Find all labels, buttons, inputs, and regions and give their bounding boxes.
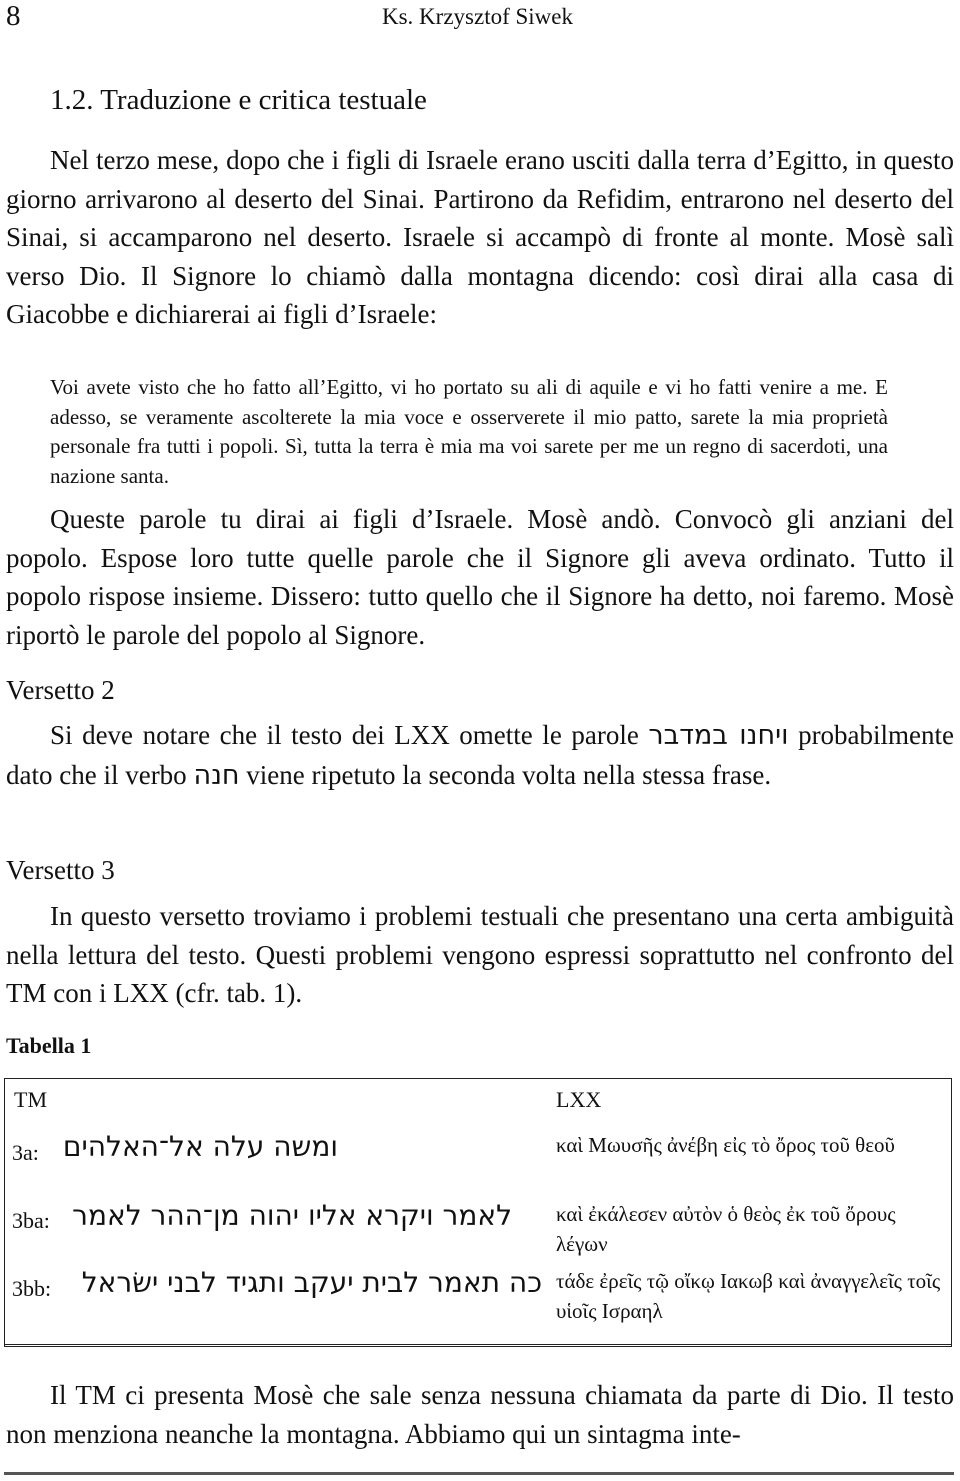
- table-bottom-rule: [4, 1344, 952, 1347]
- verse-2-text-c: viene ripetuto la seconda volta nella stessa frase.: [246, 759, 772, 790]
- hebrew-word-hanah: חנה: [193, 759, 240, 791]
- verse-3-paragraph: In questo versetto troviamo i problemi testuali che presentano una certa ambiguità nella lettura del testo. Questi problemi vengono espressi soprattutto nel confronto del TM con i LXX (cfr. tab. 1).: [6, 901, 954, 1008]
- row-label-3bb: 3bb:: [12, 1276, 52, 1301]
- page-bottom-rule: [4, 1472, 954, 1475]
- table-title: Tabella 1: [6, 1033, 92, 1058]
- row-label-3ba: 3ba:: [12, 1208, 50, 1233]
- verse-2-text-b: probabilmente dato che il verbo: [6, 720, 955, 790]
- verse-2-paragraph: [6, 716, 954, 795]
- verse-2-title: Versetto 2: [6, 675, 115, 705]
- closing-paragraph: Il TM ci presenta Mosè che sale senza nessuna chiamata da parte di Dio. Il testo non menziona neanche la montagna. Abbiamo qui un sintagma inte-: [6, 1380, 954, 1449]
- section-heading: 1.2. Traduzione e critica testuale: [50, 84, 427, 116]
- row-3bb-hebrew: כה תאמר לבית יעקב ותגיד לבני ישׂראל: [81, 1266, 542, 1299]
- page-number: 8: [6, 0, 21, 32]
- running-title: Ks. Krzysztof Siwek: [382, 4, 573, 29]
- column-header-lxx: LXX: [556, 1087, 602, 1112]
- verse-2-text-a: Si deve notare che il testo dei LXX omette le parole: [50, 720, 639, 750]
- column-header-tm: TM: [14, 1087, 47, 1112]
- hebrew-phrase-vayyihanu-bammidbar: ויחנו במדבר: [648, 720, 789, 751]
- row-3a-hebrew: ומשה עלה אל־האלהים: [62, 1130, 338, 1163]
- row-3bb-greek: τάδε ἐρεῖς τῷ οἴκῳ Ιακωβ καὶ ἀναγγελεῖς τοῖς υἱοῖς Ισραηλ: [556, 1269, 941, 1323]
- narrative-paragraph: Queste parole tu dirai ai figli d’Israele. Mosè andò. Convocò gli anziani del popolo. Espose loro tutte quelle parole che il Signore gli aveva ordinato. Tutto il popolo rispose insieme. Dissero: tutto quello che il Signore ha detto, noi faremo. Mosè riportò le parole del popolo al Signore.: [6, 504, 954, 650]
- row-3a-greek: καὶ Μωυσῆς ἀνέβη εἰς τὸ ὄρος τοῦ θεοῦ: [556, 1133, 895, 1157]
- block-quote: Voi avete visto che ho fatto all’Egitto, vi ho portato su ali di aquile e vi ho fatti venire a me. E adesso, se veramente ascolterete la mia voce e osserverete il mio patto, sarete la mia proprietà personale fra tutti i popoli. Sì, tutta la terra è mia ma voi sarete per me un regno di sacerdoti, una nazione santa.: [50, 375, 888, 488]
- row-3ba-hebrew: לאמר ויקרא אליו יהוה מן־ההר לאמר: [72, 1199, 512, 1232]
- verse-3-title: Versetto 3: [6, 855, 115, 885]
- intro-paragraph: Nel terzo mese, dopo che i figli di Israele erano usciti dalla terra d’Egitto, in questo giorno arrivarono al deserto del Sinai. Partirono da Refidim, entrarono nel deserto del Sinai, si accamparono nel deserto. Israele si accampò di fronte al monte. Mosè salì verso Dio. Il Signore lo chiamò dalla montagna dicendo: così dirai alla casa di Giacobbe e dichiarerai ai figli d’Israele:: [6, 145, 954, 329]
- row-3ba-greek: καὶ ἐκάλεσεν αὐτὸν ὁ θεὸς ἐκ τοῦ ὄρους λέγων: [556, 1202, 896, 1256]
- row-label-3a: 3a:: [12, 1140, 39, 1165]
